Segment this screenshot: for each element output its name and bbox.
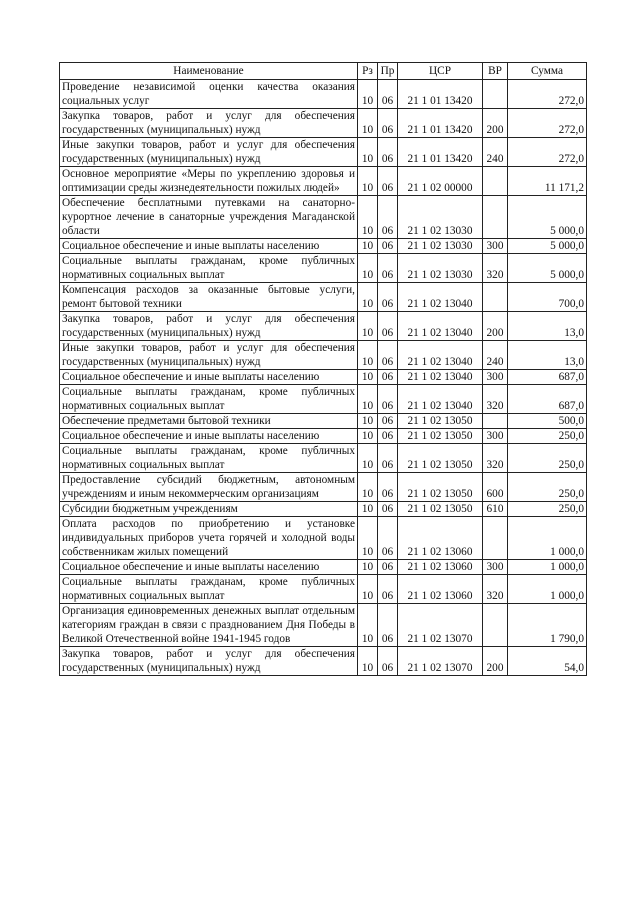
row-name-text: Социальное обеспечение и иные выплаты населению [62, 371, 320, 383]
row-pr: 06 [378, 167, 398, 196]
row-vr: 300 [483, 429, 508, 444]
row-vr: 200 [483, 109, 508, 138]
row-name-text: Закупка товаров, работ и услуг для обеспечения государственных (муниципальных) нужд [62, 648, 355, 674]
row-csr: 21 1 02 13040 [398, 283, 483, 312]
row-sum: 1 000,0 [508, 575, 587, 604]
table-row [60, 283, 587, 312]
row-sum: 272,0 [508, 109, 587, 138]
table-row [60, 254, 587, 283]
row-name-text: Обеспечение предметами бытовой техники [62, 415, 271, 427]
row-csr: 21 1 02 13030 [398, 239, 483, 254]
row-pr: 06 [378, 370, 398, 385]
row-name [60, 109, 358, 138]
row-pr: 06 [378, 138, 398, 167]
row-rz: 10 [358, 647, 378, 676]
row-csr: 21 1 02 13050 [398, 502, 483, 517]
row-sum: 250,0 [508, 502, 587, 517]
row-csr: 21 1 02 00000 [398, 167, 483, 196]
row-name [60, 341, 358, 370]
header-rz: Рз [358, 63, 378, 80]
row-name-text: Социальные выплаты гражданам, кроме публичных нормативных социальных выплат [62, 445, 355, 471]
row-sum: 687,0 [508, 370, 587, 385]
row-csr: 21 1 02 13050 [398, 444, 483, 473]
row-sum: 5 000,0 [508, 239, 587, 254]
row-csr: 21 1 01 13420 [398, 109, 483, 138]
row-sum: 272,0 [508, 138, 587, 167]
row-rz: 10 [358, 517, 378, 560]
row-rz: 10 [358, 473, 378, 502]
row-name [60, 385, 358, 414]
row-vr: 320 [483, 385, 508, 414]
row-name-text: Предоставление субсидий бюджетным, автономным учреждениям и иным некоммерческим организациям [62, 474, 355, 500]
row-csr: 21 1 01 13420 [398, 138, 483, 167]
row-name-text: Иные закупки товаров, работ и услуг для обеспечения государственных (муниципальных) нужд [62, 139, 355, 165]
row-rz: 10 [358, 109, 378, 138]
header-vr: ВР [483, 63, 508, 80]
row-sum: 11 171,2 [508, 167, 587, 196]
row-csr: 21 1 02 13040 [398, 385, 483, 414]
row-pr: 06 [378, 502, 398, 517]
row-rz: 10 [358, 385, 378, 414]
row-name-text: Основное мероприятие «Меры по укреплению здоровья и оптимизации среды жизнедеятельности пожилых людей» [62, 168, 355, 194]
table-row [60, 647, 587, 676]
row-csr: 21 1 02 13040 [398, 312, 483, 341]
row-rz: 10 [358, 604, 378, 647]
row-pr: 06 [378, 385, 398, 414]
row-name [60, 517, 358, 560]
row-rz: 10 [358, 370, 378, 385]
row-rz: 10 [358, 560, 378, 575]
row-vr [483, 167, 508, 196]
row-name [60, 138, 358, 167]
table-row [60, 502, 587, 517]
row-sum: 700,0 [508, 283, 587, 312]
row-name [60, 370, 358, 385]
row-csr: 21 1 02 13060 [398, 575, 483, 604]
row-rz: 10 [358, 502, 378, 517]
row-name-text: Социальное обеспечение и иные выплаты населению [62, 240, 320, 252]
table-row [60, 341, 587, 370]
row-pr: 06 [378, 283, 398, 312]
table-row [60, 517, 587, 560]
row-name [60, 473, 358, 502]
row-sum: 54,0 [508, 647, 587, 676]
row-rz: 10 [358, 283, 378, 312]
table-body [60, 80, 587, 676]
row-sum: 13,0 [508, 341, 587, 370]
row-pr: 06 [378, 254, 398, 283]
row-vr [483, 517, 508, 560]
row-rz: 10 [358, 239, 378, 254]
row-rz: 10 [358, 444, 378, 473]
row-name-text: Социальные выплаты гражданам, кроме публичных нормативных социальных выплат [62, 386, 355, 412]
row-csr: 21 1 02 13050 [398, 414, 483, 429]
row-pr: 06 [378, 312, 398, 341]
row-name [60, 575, 358, 604]
row-sum: 13,0 [508, 312, 587, 341]
row-sum: 500,0 [508, 414, 587, 429]
table-row [60, 239, 587, 254]
row-rz: 10 [358, 575, 378, 604]
header-name: Наименование [60, 63, 358, 80]
row-name [60, 647, 358, 676]
row-rz: 10 [358, 80, 378, 109]
row-rz: 10 [358, 429, 378, 444]
table-row [60, 109, 587, 138]
row-vr: 320 [483, 575, 508, 604]
row-pr: 06 [378, 444, 398, 473]
table-row [60, 604, 587, 647]
row-vr: 320 [483, 444, 508, 473]
row-csr: 21 1 02 13070 [398, 647, 483, 676]
row-pr: 06 [378, 473, 398, 502]
row-name [60, 429, 358, 444]
table-row [60, 80, 587, 109]
row-name [60, 502, 358, 517]
row-vr: 200 [483, 647, 508, 676]
table-row [60, 138, 587, 167]
row-name-text: Обеспечение бесплатными путевками на санаторно-курортное лечение в санаторные учреждения Магаданской области [62, 197, 355, 237]
row-name-text: Закупка товаров, работ и услуг для обеспечения государственных (муниципальных) нужд [62, 110, 355, 136]
row-pr: 06 [378, 109, 398, 138]
table-row [60, 385, 587, 414]
row-sum: 272,0 [508, 80, 587, 109]
row-pr: 06 [378, 239, 398, 254]
row-name-text: Закупка товаров, работ и услуг для обеспечения государственных (муниципальных) нужд [62, 313, 355, 339]
row-vr: 240 [483, 341, 508, 370]
row-sum: 250,0 [508, 429, 587, 444]
row-sum: 1 000,0 [508, 560, 587, 575]
row-rz: 10 [358, 196, 378, 239]
row-pr: 06 [378, 341, 398, 370]
row-name-text: Оплата расходов по приобретению и установке индивидуальных приборов учета горячей и холодной воды собственникам жилых помещений [62, 518, 355, 558]
row-name [60, 80, 358, 109]
row-name [60, 312, 358, 341]
table-row [60, 560, 587, 575]
row-name-text: Социальное обеспечение и иные выплаты населению [62, 430, 320, 442]
row-vr [483, 283, 508, 312]
row-rz: 10 [358, 341, 378, 370]
row-name-text: Компенсация расходов за оказанные бытовые услуги, ремонт бытовой техники [62, 284, 355, 310]
row-name [60, 167, 358, 196]
row-rz: 10 [358, 167, 378, 196]
table-row [60, 167, 587, 196]
row-vr: 240 [483, 138, 508, 167]
table-row [60, 473, 587, 502]
row-vr [483, 604, 508, 647]
row-pr: 06 [378, 429, 398, 444]
row-pr: 06 [378, 647, 398, 676]
row-pr: 06 [378, 560, 398, 575]
table-header-row [60, 63, 587, 80]
row-csr: 21 1 02 13070 [398, 604, 483, 647]
row-name-text: Проведение независимой оценки качества оказания социальных услуг [62, 81, 355, 107]
row-vr: 200 [483, 312, 508, 341]
table-row [60, 429, 587, 444]
row-vr: 600 [483, 473, 508, 502]
table-row [60, 414, 587, 429]
row-pr: 06 [378, 575, 398, 604]
table-row [60, 575, 587, 604]
table-row [60, 444, 587, 473]
row-csr: 21 1 02 13050 [398, 429, 483, 444]
row-vr: 300 [483, 370, 508, 385]
header-pr: Пр [378, 63, 398, 80]
row-rz: 10 [358, 254, 378, 283]
row-rz: 10 [358, 312, 378, 341]
table-row [60, 196, 587, 239]
row-csr: 21 1 02 13030 [398, 254, 483, 283]
row-name-text: Социальные выплаты гражданам, кроме публичных нормативных социальных выплат [62, 255, 355, 281]
row-name [60, 604, 358, 647]
row-name [60, 254, 358, 283]
row-csr: 21 1 02 13060 [398, 560, 483, 575]
row-pr: 06 [378, 196, 398, 239]
row-pr: 06 [378, 604, 398, 647]
row-csr: 21 1 01 13420 [398, 80, 483, 109]
table-row [60, 312, 587, 341]
row-vr [483, 414, 508, 429]
row-sum: 687,0 [508, 385, 587, 414]
row-name [60, 560, 358, 575]
row-sum: 250,0 [508, 473, 587, 502]
row-name [60, 414, 358, 429]
row-sum: 5 000,0 [508, 254, 587, 283]
row-name-text: Иные закупки товаров, работ и услуг для обеспечения государственных (муниципальных) нужд [62, 342, 355, 368]
row-name [60, 196, 358, 239]
row-sum: 1 000,0 [508, 517, 587, 560]
row-name [60, 239, 358, 254]
row-name-text: Субсидии бюджетным учреждениям [62, 503, 238, 515]
budget-table [59, 62, 587, 676]
row-csr: 21 1 02 13040 [398, 341, 483, 370]
row-csr: 21 1 02 13040 [398, 370, 483, 385]
table-row [60, 370, 587, 385]
row-name-text: Организация единовременных денежных выплат отдельным категориям граждан в связи с празднованием Дня Победы в Великой Отечественной войне 1941-1945 годов [62, 605, 355, 645]
row-csr: 21 1 02 13030 [398, 196, 483, 239]
header-sum: Сумма [508, 63, 587, 80]
row-pr: 06 [378, 517, 398, 560]
row-vr [483, 196, 508, 239]
row-pr: 06 [378, 414, 398, 429]
row-name [60, 444, 358, 473]
row-csr: 21 1 02 13050 [398, 473, 483, 502]
row-name-text: Социальное обеспечение и иные выплаты населению [62, 561, 320, 573]
row-sum: 5 000,0 [508, 196, 587, 239]
header-csr: ЦСР [398, 63, 483, 80]
row-rz: 10 [358, 414, 378, 429]
row-csr: 21 1 02 13060 [398, 517, 483, 560]
row-vr: 300 [483, 560, 508, 575]
row-sum: 250,0 [508, 444, 587, 473]
row-vr: 300 [483, 239, 508, 254]
row-name-text: Социальные выплаты гражданам, кроме публичных нормативных социальных выплат [62, 576, 355, 602]
row-vr: 610 [483, 502, 508, 517]
row-vr: 320 [483, 254, 508, 283]
row-vr [483, 80, 508, 109]
row-sum: 1 790,0 [508, 604, 587, 647]
row-rz: 10 [358, 138, 378, 167]
row-pr: 06 [378, 80, 398, 109]
row-name [60, 283, 358, 312]
